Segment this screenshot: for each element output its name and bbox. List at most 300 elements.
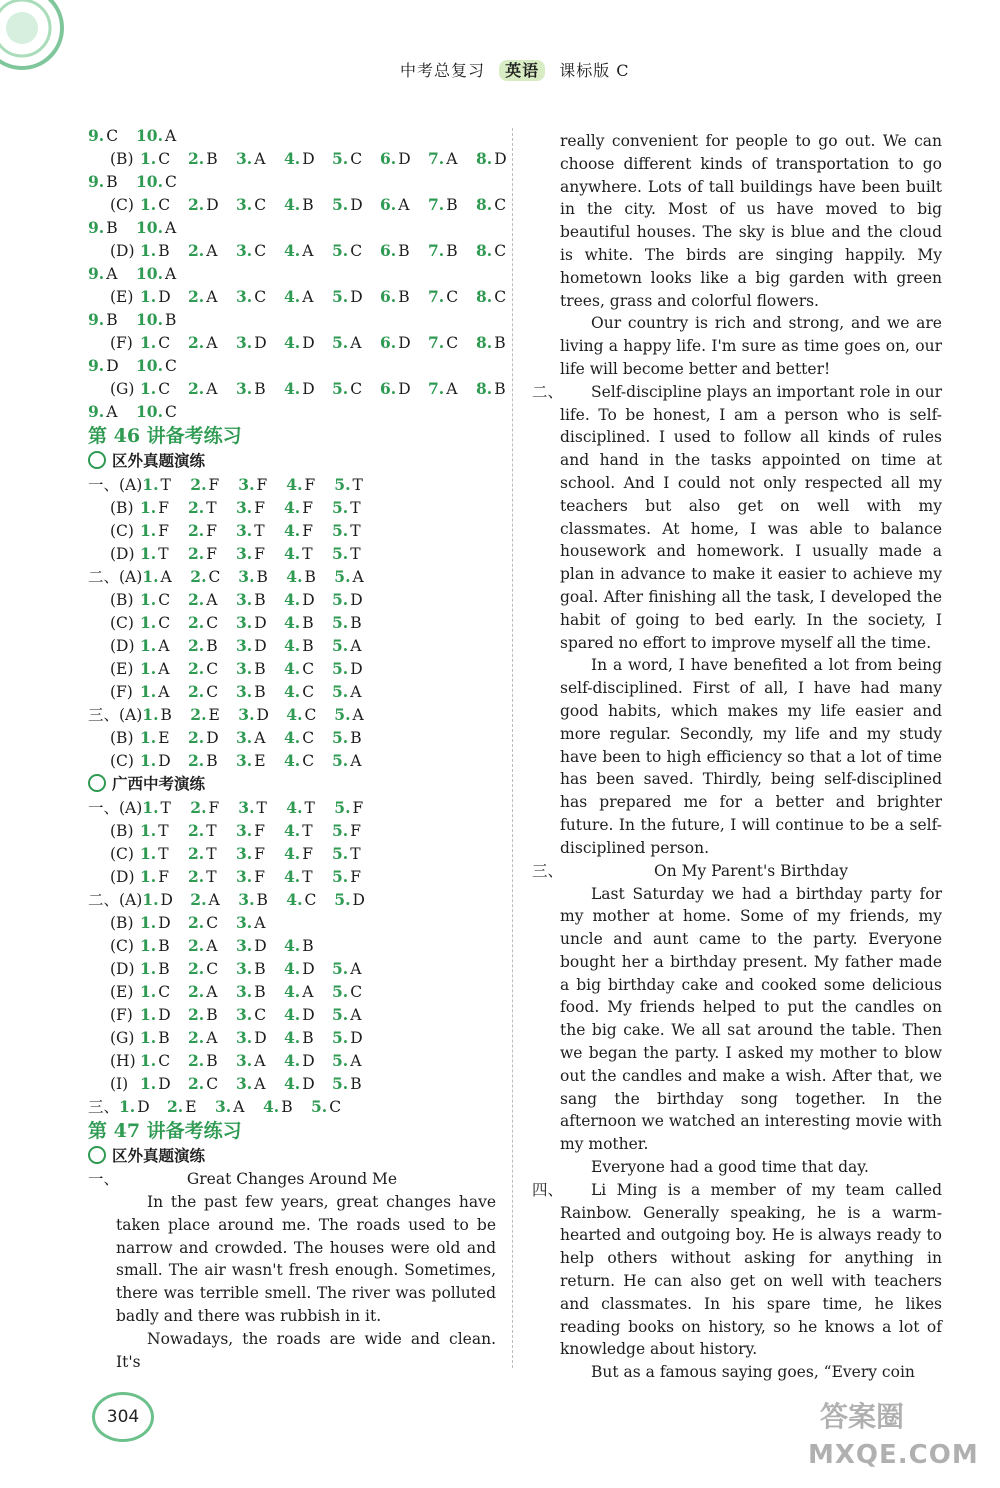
answer-item: [238, 473, 286, 497]
question-number: 2.: [188, 682, 205, 701]
answer-item: [188, 331, 236, 355]
answer-item: [284, 519, 332, 543]
question-number: 6.: [380, 333, 397, 352]
question-number: 4.: [284, 590, 301, 609]
answer-item: [332, 634, 380, 658]
answer-letter: A: [106, 403, 118, 421]
question-number: 5.: [332, 1051, 349, 1070]
answer-letter: C: [158, 150, 171, 168]
question-number: 4.: [286, 798, 303, 817]
answer-row: [88, 216, 496, 239]
answer-letter: A: [254, 729, 266, 747]
answer-letter: B: [494, 334, 506, 352]
answer-item: [88, 354, 136, 378]
question-number: 9.: [88, 402, 105, 421]
page-header: [400, 58, 630, 81]
answer-item: [140, 239, 188, 263]
answer-item: [332, 611, 380, 635]
answer-item: [311, 1095, 359, 1119]
answer-item: [136, 400, 184, 424]
answer-letter: T: [160, 476, 171, 494]
row-label: (I): [110, 1075, 129, 1093]
answer-letter: B: [350, 1075, 362, 1093]
answer-letter: A: [206, 334, 218, 352]
question-number: 2.: [188, 498, 205, 517]
answer-row: [88, 147, 507, 170]
question-number: 2.: [188, 821, 205, 840]
question-number: 4.: [284, 379, 301, 398]
question-number: 1.: [142, 475, 159, 494]
answer-row: [88, 634, 496, 657]
answer-letter: C: [329, 1098, 342, 1116]
question-number: 8.: [476, 333, 493, 352]
answer-letter: F: [206, 522, 217, 540]
answer-item: [190, 796, 238, 820]
answer-letter: A: [254, 914, 266, 932]
answer-item: [238, 703, 286, 727]
answer-item: [136, 170, 184, 194]
question-number: 1.: [140, 241, 157, 260]
question-number: 2.: [188, 959, 205, 978]
answer-letter: A: [350, 683, 362, 701]
answer-item: [332, 1049, 380, 1073]
question-number: 1.: [140, 149, 157, 168]
answer-item: [332, 519, 380, 543]
edition-label: 课标版 C: [559, 61, 630, 80]
answer-item: [140, 980, 188, 1004]
question-number: 1.: [140, 379, 157, 398]
answer-item: [284, 377, 332, 401]
answer-item: [140, 377, 188, 401]
question-number: 2.: [167, 1097, 184, 1116]
answer-letter: C: [304, 891, 317, 909]
answer-item: [428, 331, 476, 355]
answer-letter: T: [254, 522, 265, 540]
answer-letter: C: [446, 288, 459, 306]
question-number: 四、: [532, 1180, 564, 1199]
answer-letter: T: [302, 822, 313, 840]
answer-letter: F: [254, 868, 265, 886]
answer-row: [88, 957, 496, 980]
answer-letter: T: [206, 499, 217, 517]
question-number: 2.: [188, 936, 205, 955]
question-number: 9.: [88, 126, 105, 145]
question-number: 5.: [332, 728, 349, 747]
row-label: 三、: [88, 1098, 120, 1116]
answer-letter: B: [106, 219, 118, 237]
answer-item: [334, 473, 382, 497]
answer-letter: A: [164, 265, 177, 283]
question-number: 5.: [332, 1074, 349, 1093]
question-number: 5.: [332, 867, 349, 886]
answer-item: [236, 588, 284, 612]
question-number: 3.: [238, 890, 255, 909]
answer-letter: B: [350, 614, 362, 632]
answer-item: [284, 934, 332, 958]
answer-item: [188, 542, 236, 566]
question-number: 2.: [188, 751, 205, 770]
question-number: 3.: [236, 590, 253, 609]
answer-letter: A: [254, 1052, 266, 1070]
question-number: 5.: [332, 287, 349, 306]
answer-letter: D: [254, 937, 267, 955]
question-number: 8.: [476, 241, 493, 260]
answer-letter: C: [350, 380, 363, 398]
answer-letter: B: [302, 637, 314, 655]
question-number: 9.: [88, 310, 105, 329]
question-number: 一、: [88, 1170, 120, 1188]
answer-letter: B: [206, 637, 218, 655]
answer-letter: B: [158, 1029, 170, 1047]
answer-letter: A: [302, 288, 314, 306]
question-number: 7.: [428, 287, 445, 306]
answer-letter: C: [208, 568, 221, 586]
question-number: 1.: [140, 521, 157, 540]
answer-item: [284, 1072, 332, 1096]
question-number: 1.: [142, 798, 159, 817]
answer-item: [142, 473, 190, 497]
question-number: 4.: [286, 890, 303, 909]
answer-item: [140, 519, 188, 543]
answer-letter: B: [446, 196, 458, 214]
question-number: 2.: [190, 798, 207, 817]
question-number: 2.: [188, 613, 205, 632]
answer-letter: C: [158, 1052, 171, 1070]
answer-item: [476, 377, 524, 401]
answer-item: [142, 888, 190, 912]
answer-item: [284, 542, 332, 566]
question-number: 二、: [532, 382, 564, 401]
answer-item: [284, 634, 332, 658]
answer-item: [332, 331, 380, 355]
answer-letter: D: [256, 706, 269, 724]
column-divider: [512, 128, 513, 1368]
question-number: 7.: [428, 333, 445, 352]
answer-item: [140, 842, 188, 866]
answer-letter: A: [106, 265, 118, 283]
answer-letter: C: [158, 614, 171, 632]
answer-letter: C: [164, 403, 177, 421]
question-number: 3.: [236, 751, 253, 770]
essay-paragraph: In the past few years, great changes have taken place around me. The roads used to be narrow and crowded. The houses were old and small. The air wasn't fresh enough. Sometimes, there was terrible smell. The river was polluted badly and there was rubbish in it.: [116, 1193, 496, 1325]
question-number: 6.: [380, 287, 397, 306]
question-number: 1.: [140, 590, 157, 609]
answer-letter: C: [158, 380, 171, 398]
answer-letter: F: [256, 476, 268, 494]
answer-letter: B: [254, 591, 266, 609]
answer-letter: D: [158, 914, 171, 932]
answer-item: [284, 1049, 332, 1073]
answer-letter: A: [350, 960, 362, 978]
watermark-logo: 答案圈: [820, 1400, 905, 1433]
answer-letter: A: [158, 683, 170, 701]
question-number: 三、: [532, 861, 564, 880]
answer-item: [332, 496, 380, 520]
question-number: 4.: [284, 333, 301, 352]
question-number: 1.: [142, 567, 159, 586]
answer-item: [140, 726, 188, 750]
answer-item: [188, 1026, 236, 1050]
answer-letter: C: [164, 357, 177, 375]
question-number: 2.: [188, 659, 205, 678]
answer-item: [140, 865, 188, 889]
question-number: 1.: [140, 333, 157, 352]
answer-item: [332, 285, 380, 309]
answer-letter: B: [494, 380, 506, 398]
question-number: 4.: [284, 982, 301, 1001]
question-number: 2.: [188, 241, 205, 260]
answer-item: [236, 819, 284, 843]
answer-letter: T: [304, 799, 315, 817]
answer-item: [188, 1072, 236, 1096]
question-number: 4.: [284, 659, 301, 678]
question-number: 3.: [236, 195, 253, 214]
book-title: 中考总复习: [400, 61, 486, 80]
answer-letter: C: [494, 196, 507, 214]
answer-item: [476, 285, 524, 309]
answer-item: [332, 377, 380, 401]
answer-item: [284, 193, 332, 217]
question-number: 2.: [188, 844, 205, 863]
question-number: 10.: [136, 218, 163, 237]
answer-letter: B: [256, 891, 268, 909]
answer-item: [380, 147, 428, 171]
question-number: 1.: [140, 821, 157, 840]
answer-letter: T: [206, 845, 217, 863]
answer-item: [236, 193, 284, 217]
answer-row: [88, 542, 496, 565]
question-number: 4.: [284, 544, 301, 563]
question-number: 3.: [215, 1097, 232, 1116]
answer-letter: D: [350, 196, 363, 214]
question-number: 1.: [140, 728, 157, 747]
answer-item: [428, 147, 476, 171]
answer-item: [284, 680, 332, 704]
row-label: (E): [110, 660, 134, 678]
answer-item: [332, 957, 380, 981]
answer-item: [286, 888, 334, 912]
row-label: 二、(A): [88, 891, 143, 909]
answer-item: [188, 285, 236, 309]
question-number: 8.: [476, 287, 493, 306]
answer-letter: T: [206, 868, 217, 886]
row-label: (C): [110, 522, 134, 540]
question-number: 7.: [428, 195, 445, 214]
answer-letter: A: [233, 1098, 245, 1116]
answer-letter: D: [158, 1006, 171, 1024]
answer-letter: B: [302, 196, 314, 214]
answer-item: [140, 819, 188, 843]
answer-item: [284, 957, 332, 981]
answer-item: [334, 565, 382, 589]
answer-item: [188, 1049, 236, 1073]
answer-letter: A: [206, 288, 218, 306]
question-number: 4.: [284, 1074, 301, 1093]
answer-letter: C: [206, 660, 219, 678]
answer-item: [236, 865, 284, 889]
row-label: (H): [110, 1052, 136, 1070]
question-number: 8.: [476, 149, 493, 168]
answer-item: [136, 354, 184, 378]
question-number: 5.: [332, 659, 349, 678]
answer-item: [140, 496, 188, 520]
answer-item: [190, 703, 238, 727]
answer-item: [140, 749, 188, 773]
answer-item: [428, 193, 476, 217]
answer-letter: F: [302, 522, 313, 540]
row-label: (B): [110, 729, 134, 747]
answer-letter: B: [302, 1029, 314, 1047]
subsection-title: 区外真题演练: [88, 449, 496, 473]
row-label: (D): [110, 868, 135, 886]
answer-item: [188, 819, 236, 843]
answer-item: [140, 588, 188, 612]
row-label: (C): [110, 845, 134, 863]
answer-letter: A: [208, 891, 220, 909]
answer-row: [88, 354, 496, 377]
answer-item: [188, 865, 236, 889]
question-number: 5.: [332, 959, 349, 978]
answer-letter: A: [350, 1006, 362, 1024]
answer-block-46-a: [88, 473, 496, 772]
answer-letter: A: [158, 660, 170, 678]
answer-item: [284, 147, 332, 171]
question-number: 3.: [236, 1005, 253, 1024]
answer-item: [188, 239, 236, 263]
answer-letter: C: [494, 288, 507, 306]
row-label: (C): [110, 752, 134, 770]
row-label: 二、(A): [88, 568, 143, 586]
question-number: 4.: [286, 705, 303, 724]
row-label: (E): [110, 288, 134, 306]
answer-item: [188, 842, 236, 866]
question-number: 5.: [334, 567, 351, 586]
answer-letter: D: [352, 891, 365, 909]
answer-letter: D: [302, 591, 315, 609]
answer-item: [88, 308, 136, 332]
answer-letter: B: [164, 311, 177, 329]
answer-letter: B: [158, 937, 170, 955]
answer-letter: T: [350, 522, 361, 540]
answer-item: [188, 519, 236, 543]
answer-item: [188, 911, 236, 935]
question-number: 2.: [188, 521, 205, 540]
answer-letter: C: [158, 334, 171, 352]
question-number: 3.: [236, 728, 253, 747]
question-number: 1.: [140, 844, 157, 863]
answer-letter: C: [206, 683, 219, 701]
answer-letter: T: [160, 799, 171, 817]
answer-row: [88, 796, 496, 819]
answer-item: [188, 957, 236, 981]
question-number: 5.: [332, 590, 349, 609]
question-number: 4.: [284, 241, 301, 260]
question-number: 10.: [136, 264, 163, 283]
answer-letter: B: [106, 173, 118, 191]
answer-item: [428, 377, 476, 401]
answer-letter: B: [256, 568, 268, 586]
essay-paragraph: In a word, I have benefited a lot from being self-disciplined. First of all, I have had many good habits, which makes my life easier and more regular. Secondly, my life and my study have been to high efficiency so that a lot of time has been saved. Thirdly, being self-disciplined has prepared me for a better and brighter future. In the future, I will continue to be a self-disciplined person.: [560, 656, 942, 857]
answer-letter: B: [446, 242, 458, 260]
question-number: 5.: [332, 195, 349, 214]
answer-letter: B: [254, 960, 266, 978]
answer-letter: C: [254, 288, 267, 306]
answer-item: [236, 1026, 284, 1050]
question-number: 10.: [136, 310, 163, 329]
answer-row: [88, 331, 506, 354]
question-number: 2.: [188, 287, 205, 306]
answer-letter: F: [206, 545, 217, 563]
essay-paragraph: really convenient for people to go out. We can choose different kinds of transportation to go anywhere. Lots of tall buildings have been built in the city. Most of us have moved to big beautiful houses. The sky is blue and the cloud is white. The birds are singing happily. My hometown looks like a big garden with green trees, grass and colorful flowers.: [560, 132, 942, 310]
row-label: (C): [110, 937, 134, 955]
question-number: 2.: [188, 982, 205, 1001]
answer-item: [380, 331, 428, 355]
answer-row: [88, 842, 496, 865]
answer-item: [236, 285, 284, 309]
answer-item: [236, 239, 284, 263]
question-number: 5.: [332, 521, 349, 540]
answer-item: [140, 634, 188, 658]
answer-item: [284, 588, 332, 612]
answer-item: [215, 1095, 263, 1119]
question-number: 4.: [284, 682, 301, 701]
answer-row: [88, 565, 496, 588]
answer-letter: A: [350, 637, 362, 655]
answer-letter: B: [398, 242, 410, 260]
answer-letter: T: [158, 845, 169, 863]
question-number: 3.: [236, 1051, 253, 1070]
answer-letter: B: [206, 150, 218, 168]
question-number: 2.: [188, 1074, 205, 1093]
answer-letter: B: [254, 660, 266, 678]
answer-item: [428, 285, 476, 309]
answer-letter: C: [302, 729, 315, 747]
answer-item: [140, 657, 188, 681]
answer-item: [332, 865, 380, 889]
question-number: 3.: [238, 567, 255, 586]
answer-item: [284, 1026, 332, 1050]
question-number: 3.: [236, 867, 253, 886]
question-number: 3.: [236, 636, 253, 655]
question-number: 2.: [188, 333, 205, 352]
answer-letter: A: [160, 568, 172, 586]
essay-paragraph: Nowadays, the roads are wide and clean. It's: [116, 1329, 496, 1371]
bullet-icon: [88, 1146, 106, 1164]
answer-item: [236, 496, 284, 520]
answer-letter: D: [494, 150, 507, 168]
answer-item: [236, 1072, 284, 1096]
answer-item: [284, 726, 332, 750]
answer-letter: D: [398, 380, 411, 398]
answer-letter: D: [158, 1075, 171, 1093]
answer-letter: A: [254, 150, 266, 168]
answer-item: [284, 239, 332, 263]
answer-row: [88, 285, 507, 308]
answer-letter: F: [254, 845, 265, 863]
answer-letter: C: [304, 706, 317, 724]
answer-letter: A: [164, 219, 177, 237]
answer-item: [188, 980, 236, 1004]
answer-row: [88, 170, 496, 193]
answer-letter: D: [158, 752, 171, 770]
answer-item: [88, 262, 136, 286]
question-number: 1.: [140, 959, 157, 978]
answer-letter: A: [206, 591, 218, 609]
answer-item: [88, 216, 136, 240]
answer-letter: B: [281, 1098, 293, 1116]
answer-letter: A: [254, 1075, 266, 1093]
question-number: 1.: [140, 1074, 157, 1093]
